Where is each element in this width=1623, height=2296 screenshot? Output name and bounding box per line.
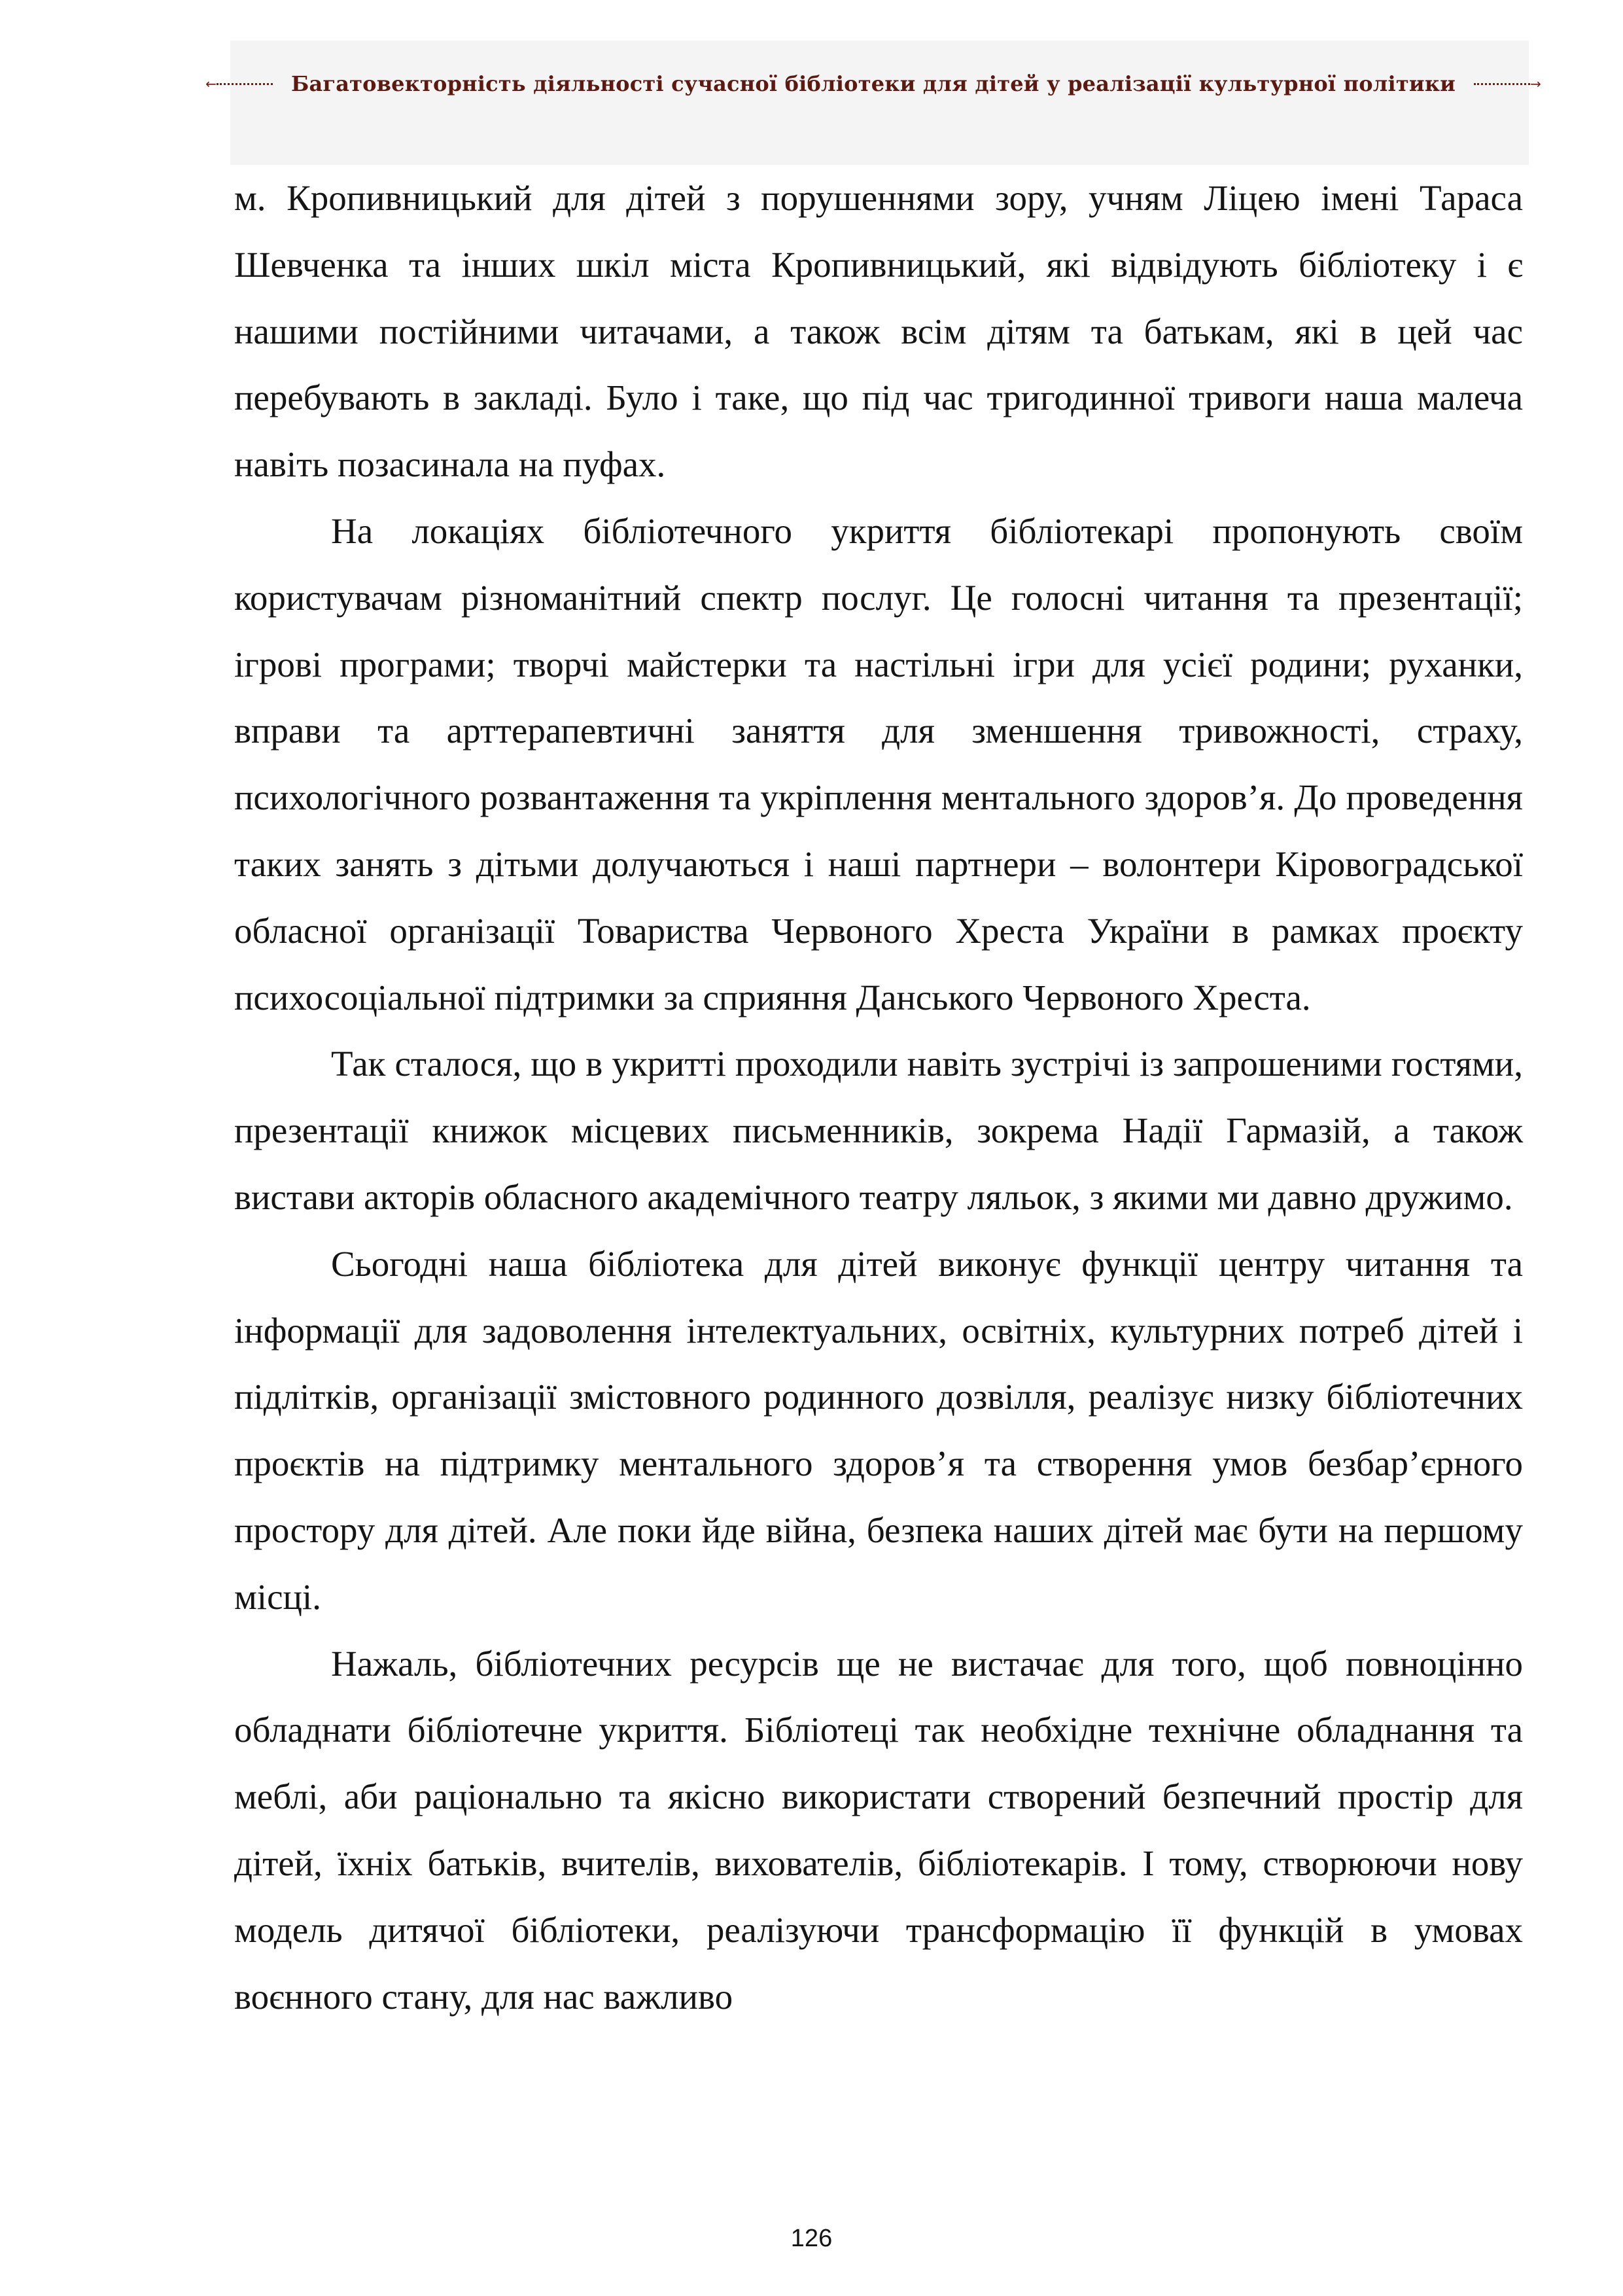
paragraph: Сьогодні наша бібліотека для дітей виконує функції центру читання та інформації для задоволення інтелектуальних, освітніх, культурних потреб дітей і підлітків, організації змістовного родинного дозвілля, реалізує низку бібліотечних проєктів на підтримку ментального здоров’я та створення умов безбар’єрного простору для дітей. Але поки йде війна, безпека наших дітей має бути на першому місці. (234, 1243, 1523, 1617)
running-header (205, 64, 1541, 103)
paragraph: Так сталося, що в укритті проходили навіть зустрічі із запрошеними гостями, презентації книжок місцевих письменників, зокрема Надії Гармазій, а також вистави акторів обласного академічного театру ляльок, з якими ми давно дружимо. (234, 1044, 1523, 1217)
page-number: 126 (790, 2225, 833, 2252)
running-header-title: Багатовекторність діяльності сучасної бібліотеки для дітей у реалізації культурної політики (290, 71, 1456, 96)
right-arrow-icon: → (1474, 77, 1541, 90)
paragraph: На локаціях бібліотечного укриття бібліотекарі пропонують своїм користувачам різноманітний спектр послуг. Це голосні читання та презентації; ігрові програми; творчі майстерки та настільні ігри для усієї родини; руханки, вправи та арттерапевтичні заняття для зменшення тривожності, страху, психологічного розвантаження та укріплення ментального здоров’я. До проведення таких занять з дітьми долучаються і наші партнери – волонтери Кіровоградської обласної організації Товариства Червоного Хреста України в рамках проєкту психосоціальної підтримки за сприяння Данського Червоного Хреста. (234, 510, 1523, 1017)
left-arrow-icon: ← (205, 77, 273, 90)
paragraph-continued: м. Кропивницький для дітей з порушеннями зору, учням Ліцею імені Тараса Шевченка та інших шкіл міста Кропивницький, які відвідують бібліотеку і є нашими постійними читачами, а також всім дітям та батькам, які в цей час перебувають в закладі. Було і таке, що під час тригодинної тривоги наша малеча навіть позасинала на пуфах. (234, 178, 1523, 485)
page-body (234, 165, 1523, 2030)
paragraph: Нажаль, бібліотечних ресурсів ще не вистачає для того, щоб повноцінно обладнати бібліотечне укриття. Бібліотеці так необхідне технічне обладнання та меблі, аби раціонально та якісно використати створений безпечний простір для дітей, їхніх батьків, вчителів, вихователів, бібліотекарів. І тому, створюючи нову модель дитячої бібліотеки, реалізуючи трансформацію її функцій в умовах воєнного стану, для нас важливо (234, 1643, 1523, 2017)
